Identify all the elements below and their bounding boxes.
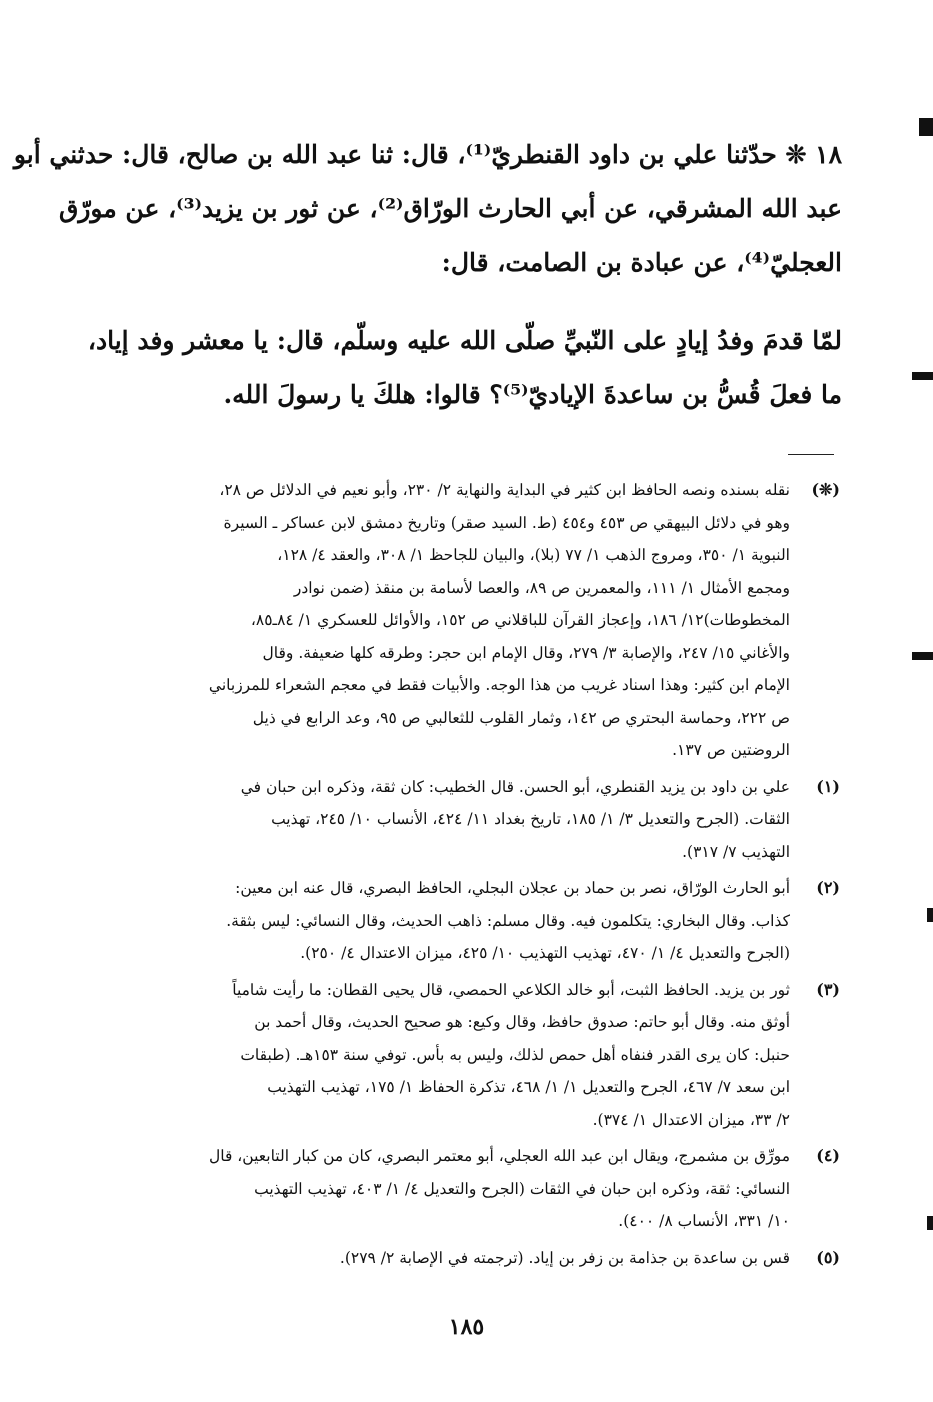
footnote: [140, 1242, 840, 1275]
footnote-line: النسائي: ثقة، وذكره ابن حبان في الثقات (الجرح والتعديل ٤/ ١/ ٤٠٣، تهذيب التهذيب: [254, 1179, 790, 1198]
footnote-line: (الجرح والتعديل ٤/ ١/ ٤٧٠، تهذيب التهذيب ١٠/ ٤٢٥، ميزان الاعتدال ٤/ ٢٥٠).: [300, 944, 790, 962]
text-line: عبد الله المشرقي، عن أبي الحارث الورّاق⁽²⁾، عن ثور بن يزيد⁽³⁾، عن مورّق: [58, 194, 842, 223]
footnote: [140, 474, 840, 767]
text-line: ١٨ ❊ حدّثنا علي بن داود القنطريّ⁽¹⁾، قال: ثنا عبد الله بن صالح، قال: حدثني أبو: [13, 140, 842, 169]
footnote-line: ص ٢٢٢، وحماسة البحتري ص ١٤٢، وثمار القلوب للثعالبي ص ٩٥، وعد الرابع في ذيل: [252, 708, 790, 727]
footnote-line: النبوية ١/ ٣٥٠، ومروج الذهب ١/ ٧٧ (بلا)، والبيان للجاحظ ١/ ٣٠٨، والعقد ٤/ ١٢٨،: [277, 546, 790, 564]
footnote-line: ٢/ ٣٣، ميزان الاعتدال ١/ ٣٧٤).: [592, 1110, 790, 1129]
text-line: لمّا قدمَ وفدُ إيادٍ على النّبيِّ صلّى الله عليه وسلّم، قال: يا معشر وفد إياد،: [87, 326, 842, 355]
footnote-line: حنبل: كان يرى القدر فنفاه أهل حمص لذلك، وليس به بأس. توفي سنة ١٥٣هـ. (طبقات: [240, 1045, 790, 1064]
main-text: [13, 128, 842, 422]
footnote-number: (٤): [816, 1146, 840, 1165]
page-number: ١٨٥: [448, 1314, 485, 1340]
footnote-line: علي بن داود بن يزيد القنطري، أبو الحسن. قال الخطيب: كان ثقة، وذكره ابن حبان في: [240, 777, 790, 796]
footnote-number: (٣): [816, 979, 840, 999]
footnote-number: (١): [816, 776, 840, 796]
footnote-number: (٥): [816, 1247, 840, 1267]
footnote-line: وهو في دلائل البيهقي ص ٤٥٣ و٤٥٤ (ط. السيد صقر) وتاريخ دمشق لابن عساكر ـ السيرة: [223, 513, 790, 532]
text-line: العجليّ⁽⁴⁾، عن عبادة بن الصامت، قال:: [441, 248, 842, 277]
footnote-line: الإمام ابن كثير: وهذا اسناد غريب من هذا الوجه. والأبيات فقط في معجم الشعراء للمرزباني: [208, 676, 790, 694]
footnote-line: التهذيب ٧/ ٣١٧).: [682, 842, 790, 861]
footnote: [140, 1140, 840, 1238]
footnote-line: كذاب. وقال البخاري: يتكلمون فيه. وقال مسلم: ذاهب الحديث، وقال النسائي: ليس بثقة.: [226, 911, 790, 930]
footnote-line: ثور بن يزيد. الحافظ الثبت، أبو خالد الكلاعي الحمصي، قال يحيى القطان: ما رأيت شامياً: [232, 980, 790, 999]
scan-mark: [927, 908, 933, 922]
footnote-line: ومجمع الأمثال ١/ ١١١، والمعمرين ص ٨٩، والعصا لأسامة بن منقذ (ضمن نوادر: [293, 578, 790, 597]
footnote-number: (٢): [816, 878, 840, 897]
footnote: [140, 771, 840, 869]
hadith-matn-paragraph: [87, 314, 842, 422]
footnote-line: أوثق منه. وقال أبو حاتم: صدوق حافظ، وقال وكيع: هو صحيح الحديث، وقال أحمد بن: [254, 1013, 790, 1031]
footnote-line: قس بن ساعدة بن جذامة بن زفر بن إياد. (ترجمته في الإصابة ٢/ ٢٧٩).: [339, 1248, 790, 1267]
footnote-line: الروضتين ص ١٣٧.: [672, 741, 790, 759]
footnote: [140, 872, 840, 970]
footnote-line: ابن سعد ٧/ ٤٦٧، الجرح والتعديل ١/ ١/ ٤٦٨، تذكرة الحفاظ ١/ ١٧٥، تهذيب التهذيب: [267, 1078, 790, 1096]
scan-mark: [912, 372, 933, 380]
hadith-isnad-paragraph: [13, 128, 842, 290]
footnote-line: مورِّق بن مشمرج، ويقال ابن عبد الله العجلي، أبو معتمر البصري، كان من كبار التابعين، قال: [208, 1147, 790, 1165]
scan-mark: [927, 1216, 933, 1230]
footnote-number: (❊): [811, 480, 840, 499]
footnote-line: ١٠/ ٣٣١، الأنساب ٨/ ٤٠٠).: [618, 1212, 790, 1230]
footnotes: [140, 474, 840, 1278]
text-line: ما فعلَ قُسُّ بن ساعدةَ الإياديّ⁽⁵⁾؟ قالوا: هلكَ يا رسولَ الله.: [223, 380, 842, 409]
footnote: [140, 974, 840, 1137]
footnote-line: والأغاني ١٥/ ٢٤٧، والإصابة ٣/ ٢٧٩، وقال الإمام ابن حجر: وطرقه كلها ضعيفة. وقال: [262, 643, 790, 662]
footnote-line: الثقات. (الجرح والتعديل ٣/ ١/ ١٨٥، تاريخ بغداد ١١/ ٤٢٤، الأنساب ١٠/ ٢٤٥، تهذيب: [271, 810, 790, 828]
footnote-line: نقله بسنده ونصه الحافظ ابن كثير في البداية والنهاية ٢/ ٢٣٠، وأبو نعيم في الدلائل ص ٢٨،: [219, 481, 790, 499]
footnote-line: أبو الحارث الورّاق، نصر بن حماد بن عجلان البجلي، الحافظ البصري، قال عنه ابن معين:: [235, 879, 790, 897]
scan-mark: [912, 652, 933, 660]
scan-mark: [919, 118, 933, 136]
footnote-separator: [788, 454, 834, 455]
footnote-line: المخطوطات)١٢/ ١٨٦، وإعجاز القرآن للباقلاني ص ١٥٢، والأوائل للعسكري ١/ ٨٤ـ٨٥،: [250, 611, 790, 629]
